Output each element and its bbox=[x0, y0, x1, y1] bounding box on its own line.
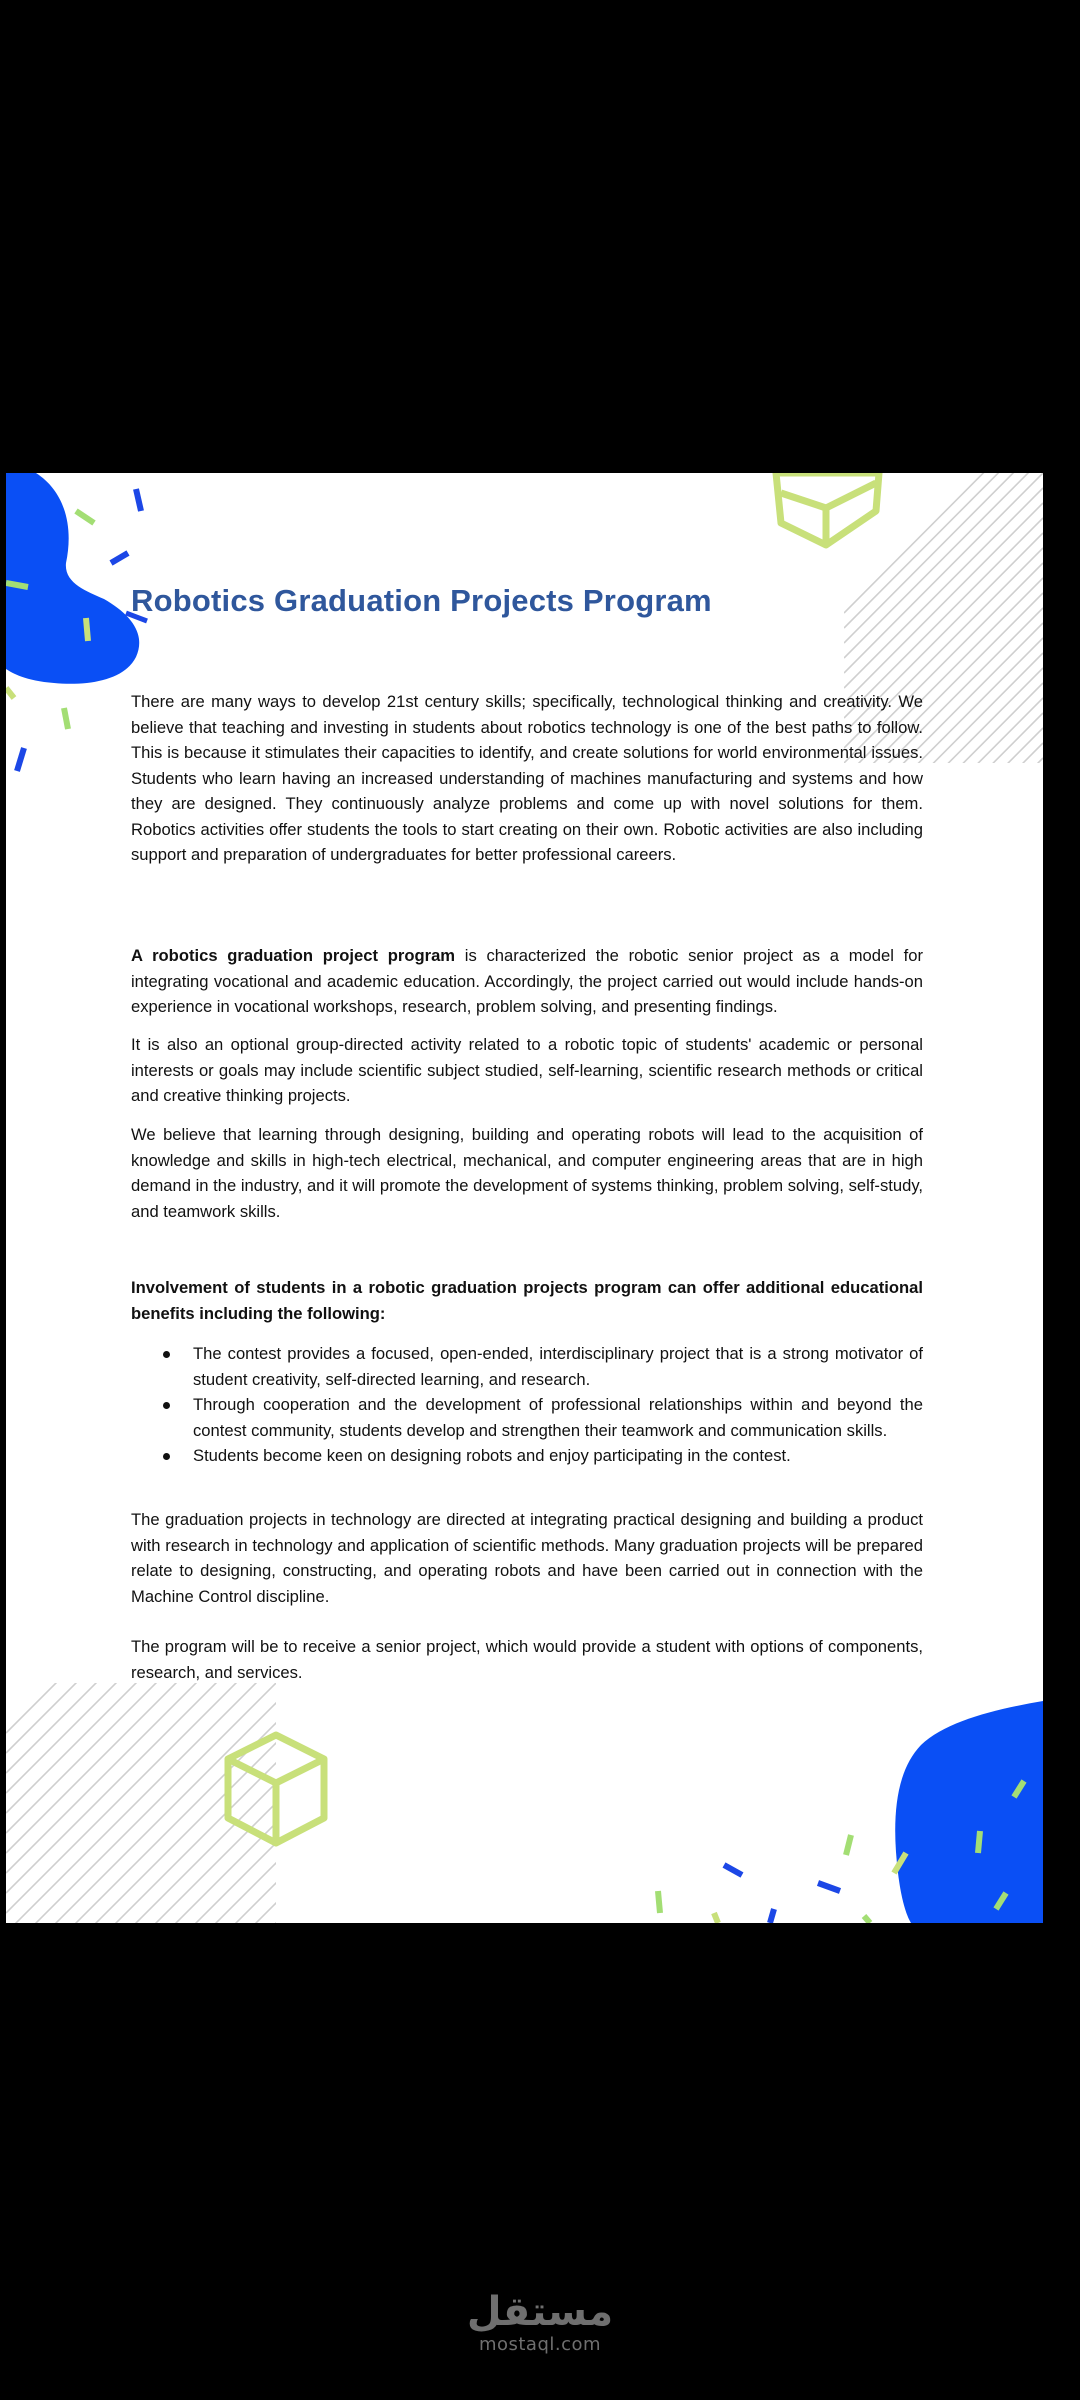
logo-arabic: مستقل bbox=[466, 2289, 614, 2335]
bullet-text: The contest provides a focused, open-ended, interdisciplinary project that is a strong motivator of student creativity, self-directed learning, and research. bbox=[193, 1344, 923, 1389]
program-description: is characterized the robotic senior project as a model for integrating vocational and academic education. Accordingly, the project carried out would include hands-on experience in vocational workshops, research, problem solving, and presenting findings. bbox=[131, 946, 923, 1016]
stripes-bottom-left bbox=[6, 1673, 526, 1923]
bullet-icon bbox=[163, 1351, 170, 1358]
paragraph-optional-activity: It is also an optional group-directed activity related to a robotic topic of students' academic or personal interests or goals may include scientific subject studied, self-learning, scientific research methods or critical and creative thinking projects. bbox=[131, 1035, 923, 1105]
bullet-icon bbox=[163, 1453, 170, 1460]
watermark-logo bbox=[0, 2290, 1080, 2355]
paragraph-technology: The graduation projects in technology are directed at integrating practical designing and building a product with research in technology and application of scientific methods. Many graduation projects will be prepared relate to designing, constructing, and operating robots and have been carried out in connection with the Machine Control discipline. bbox=[131, 1510, 923, 1606]
paragraph-senior-project: The program will be to receive a senior project, which would provide a student with options of components, research, and services. bbox=[131, 1637, 923, 1682]
document-title: Robotics Graduation Projects Program bbox=[131, 583, 712, 618]
benefits-heading: Involvement of students in a robotic graduation projects program can offer additional educational benefits including the following: bbox=[131, 1278, 923, 1323]
cube-icon-top bbox=[776, 473, 879, 545]
blue-blob-top-left bbox=[6, 473, 139, 684]
list-item bbox=[131, 1392, 923, 1443]
benefits-list bbox=[131, 1341, 923, 1469]
document-page bbox=[6, 473, 1043, 1923]
logo-site: mostaql.com bbox=[478, 2334, 602, 2355]
list-item bbox=[131, 1443, 923, 1469]
program-term: A robotics graduation project program bbox=[131, 946, 456, 965]
paragraph-learning: We believe that learning through designing, building and operating robots will lead to the acquisition of knowledge and skills in high-tech electrical, mechanical, and computer engineering areas that are in high demand in the industry, and it will promote the development of systems thinking, problem solving, self-study, and teamwork skills. bbox=[131, 1125, 923, 1221]
bullet-text: Through cooperation and the development of professional relationships within and beyond the contest community, students develop and strengthen their teamwork and communication skills. bbox=[193, 1395, 923, 1440]
list-item bbox=[131, 1341, 923, 1392]
bullet-icon bbox=[163, 1402, 170, 1409]
blue-blob-bottom-right bbox=[895, 1701, 1043, 1923]
paragraph-intro: There are many ways to develop 21st century skills; specifically, technological thinking and creativity. We believe that teaching and investing in students about robotics technology is one of the best paths to follow. This is because it stimulates their capacities to identify, and create solutions for world environmental issues. Students who learn having an increased understanding of machines manufacturing and systems and how they are designed. They continuously analyze problems and come up with novel solutions for them. Robotics activities offer students the tools to start creating on their own. Robotic activities are also including support and preparation of undergraduates for better professional careers. bbox=[131, 692, 923, 864]
bullet-text: Students become keen on designing robots and enjoy participating in the contest. bbox=[193, 1446, 791, 1465]
paragraph-program bbox=[131, 943, 923, 1020]
cube-icon-bottom bbox=[228, 1735, 324, 1843]
